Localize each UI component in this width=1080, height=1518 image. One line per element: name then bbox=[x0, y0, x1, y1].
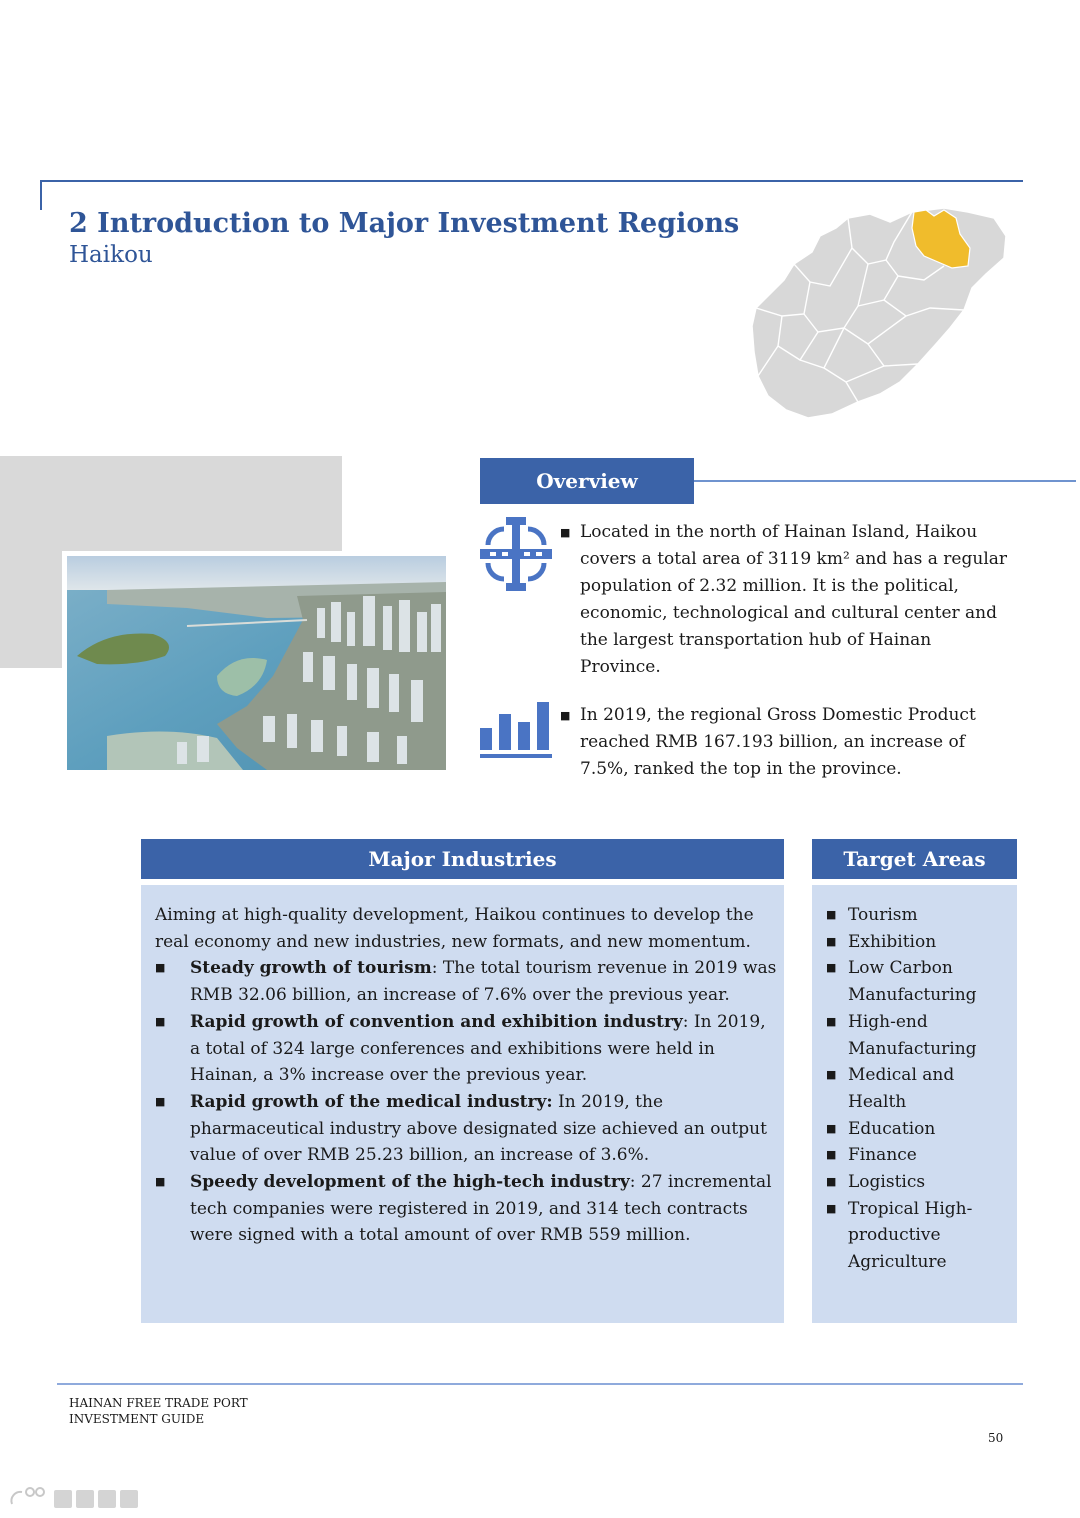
footer-line: INVESTMENT GUIDE bbox=[69, 1412, 205, 1426]
industry-item-title: Speedy development of the high-tech industry bbox=[190, 1172, 630, 1193]
overview-item-text: Located in the north of Hainan Island, Haikou covers a total area of 3119 km² and has a regular population of 2.32 million. It is the political, economic, technological and cultural center and the largest transportation hub of Hainan Province. bbox=[580, 522, 1008, 677]
industry-item-text: In 2019, the pharmaceutical industry above designated size achieved an output value of over RMB 25.23 billion, an increase of 3.6%. bbox=[190, 1091, 767, 1166]
bullet: ■ bbox=[826, 908, 837, 921]
target-area-item bbox=[826, 1116, 1011, 1143]
hainan-map bbox=[748, 204, 1010, 422]
bullet: ■ bbox=[155, 961, 166, 975]
industry-item-text: : 27 incremental tech companies were registered in 2019, and 314 tech contracts were signed with a total amount of over RMB 559 million. bbox=[190, 1172, 772, 1246]
bullet: ■ bbox=[826, 934, 837, 948]
industry-item-title: Steady growth of tourism bbox=[190, 958, 432, 979]
overview-item-text: In 2019, the regional Gross Domestic Product reached RMB 167.193 billion, an increase of 7.5%, ranked the top in the province. bbox=[580, 705, 976, 779]
target-area-label: Logistics bbox=[848, 1172, 926, 1193]
target-area-label: Education bbox=[848, 1118, 936, 1139]
target-area-item bbox=[826, 955, 1011, 1008]
page-title: 2 Introduction to Major Investment Regions bbox=[69, 208, 740, 239]
target-area-item bbox=[826, 1196, 1011, 1276]
bullet: ■ bbox=[826, 1121, 837, 1135]
page-subtitle: Haikou bbox=[69, 242, 153, 268]
bullet: ■ bbox=[826, 1201, 837, 1215]
hainan-island-shape bbox=[752, 208, 1006, 418]
target-area-label: Tourism bbox=[848, 905, 918, 925]
overview-item-gdp bbox=[560, 702, 1010, 783]
major-industries-intro: Aiming at high-quality development, Haikou continues to develop the real economy and new industries, new formats, and new momentum. bbox=[155, 905, 754, 952]
target-area-label: High-end Manufacturing bbox=[848, 1011, 977, 1059]
target-area-item bbox=[826, 902, 1011, 929]
major-industries-content bbox=[155, 902, 777, 1249]
bullet: ■ bbox=[155, 1014, 166, 1028]
target-area-item bbox=[826, 1169, 1011, 1196]
transport-hub-icon bbox=[478, 515, 554, 593]
target-area-label: Medical and Health bbox=[848, 1065, 955, 1112]
target-area-label: Finance bbox=[848, 1145, 917, 1166]
bullet: ■ bbox=[560, 526, 571, 539]
industry-item bbox=[155, 1169, 777, 1249]
bullet: ■ bbox=[826, 1068, 837, 1082]
industry-item bbox=[155, 1009, 777, 1089]
target-area-item bbox=[826, 929, 1011, 956]
overview-item-location bbox=[560, 519, 1010, 681]
overview-rule bbox=[694, 480, 1076, 482]
target-areas-heading: Target Areas bbox=[812, 839, 1017, 879]
target-area-label: Low Carbon Manufacturing bbox=[848, 958, 977, 1006]
target-areas-list bbox=[826, 902, 1011, 1276]
industry-item-title: Rapid growth of convention and exhibition industry bbox=[190, 1011, 683, 1032]
footer-publication bbox=[69, 1395, 248, 1427]
overview-heading: Overview bbox=[480, 458, 694, 504]
bullet: ■ bbox=[826, 961, 837, 975]
industry-item bbox=[155, 955, 777, 1008]
top-rule bbox=[40, 180, 1023, 182]
bar-chart-icon bbox=[478, 700, 554, 762]
target-area-item bbox=[826, 1009, 1011, 1062]
bullet: ■ bbox=[155, 1175, 166, 1189]
target-area-item bbox=[826, 1062, 1011, 1115]
industry-item-text: : In 2019, a total of 324 large conferences and exhibitions were held in Hainan, a 3% increase over the previous year. bbox=[190, 1011, 766, 1086]
top-rule-tick bbox=[40, 180, 42, 210]
major-industries-heading: Major Industries bbox=[141, 839, 784, 879]
target-area-label: Tropical High-productive Agriculture bbox=[848, 1198, 973, 1273]
bullet: ■ bbox=[826, 1175, 837, 1189]
bullet: ■ bbox=[826, 1148, 837, 1162]
bullet: ■ bbox=[826, 1014, 837, 1028]
industry-item-title: Rapid growth of the medical industry: bbox=[190, 1091, 553, 1112]
haikou-aerial-photo bbox=[67, 556, 446, 770]
bullet: ■ bbox=[155, 1094, 166, 1108]
watermark-logo bbox=[8, 1484, 148, 1512]
target-area-item bbox=[826, 1142, 1011, 1169]
target-area-label: Exhibition bbox=[848, 931, 937, 952]
industry-item-text: : The total tourism revenue in 2019 was RMB 32.06 billion, an increase of 7.6% over the previous year. bbox=[190, 958, 777, 1006]
footer-rule bbox=[57, 1383, 1023, 1385]
bullet: ■ bbox=[560, 709, 571, 722]
footer-line: HAINAN FREE TRADE PORT bbox=[69, 1396, 248, 1410]
industry-item bbox=[155, 1089, 777, 1169]
page-number: 50 bbox=[988, 1431, 1004, 1445]
